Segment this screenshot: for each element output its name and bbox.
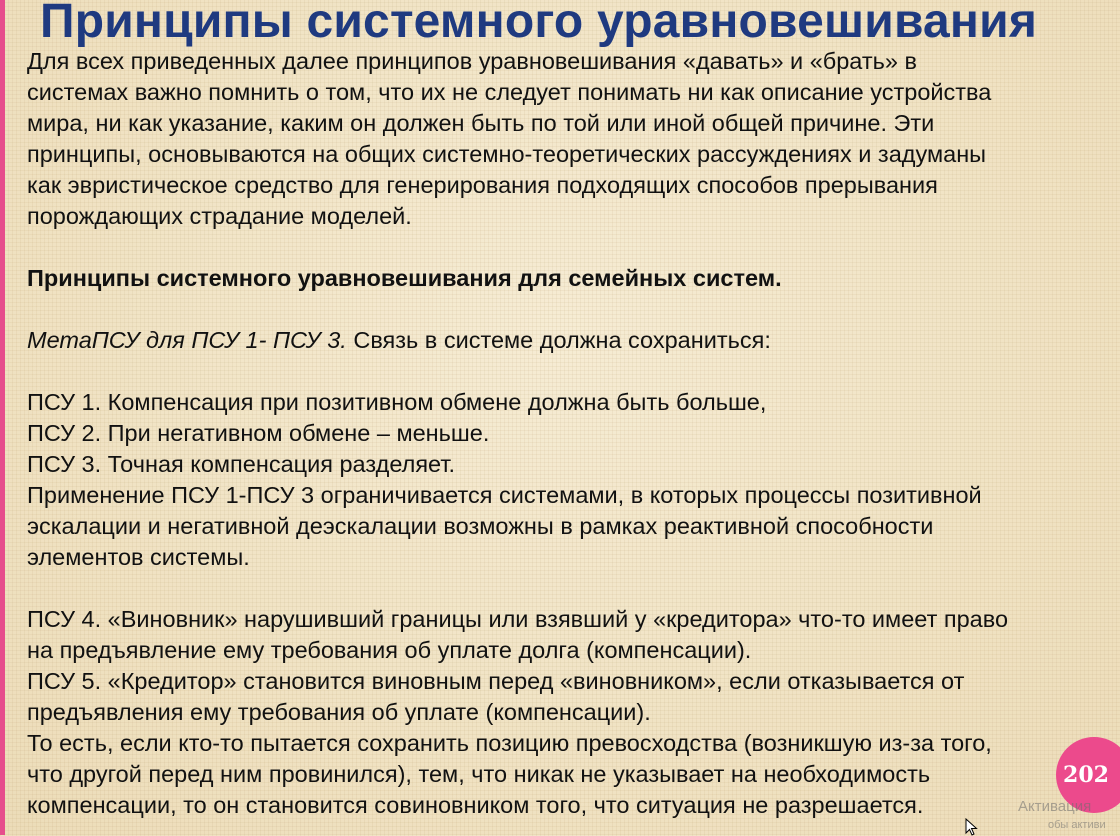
slide-title: Принципы системного уравновешивания bbox=[40, 0, 1038, 48]
spacer bbox=[27, 232, 1120, 263]
meta-psu-text: Связь в системе должна сохраниться: bbox=[346, 327, 771, 353]
application-line: эскалации и негативной деэскалации возможны в рамках реактивной способности bbox=[27, 513, 934, 539]
activation-subtext: обы активи bbox=[1048, 819, 1106, 831]
section-subheading: Принципы системного уравновешивания для семейных систем. bbox=[27, 265, 782, 291]
psu-1: ПСУ 1. Компенсация при позитивном обмене должна быть больше, bbox=[27, 389, 767, 415]
psu-5-line: предъявления ему требования об уплате (компенсации). bbox=[27, 699, 651, 725]
meta-psu-label: МетаПСУ для ПСУ 1- ПСУ 3. bbox=[27, 327, 347, 353]
psu-4 bbox=[27, 604, 1120, 666]
psu-4-line: ПСУ 4. «Виновник» нарушивший границы или взявший у «кредитора» что-то имеет право bbox=[27, 606, 1009, 632]
intro-line: системах важно помнить о том, что их не следует понимать ни как описание устройства bbox=[27, 79, 992, 105]
spacer bbox=[27, 573, 1120, 604]
psu-3: ПСУ 3. Точная компенсация разделяет. bbox=[27, 451, 456, 477]
psu-5 bbox=[27, 666, 1120, 728]
psu-4-line: на предъявление ему требования об уплате долга (компенсации). bbox=[27, 637, 752, 663]
conclusion-line: что другой перед ним провинился), тем, что никак не указывает на необходимость bbox=[27, 761, 931, 787]
psu-2: ПСУ 2. При негативном обмене – меньше. bbox=[27, 420, 490, 446]
application-line: Применение ПСУ 1-ПСУ 3 ограничивается системами, в которых процессы позитивной bbox=[27, 482, 982, 508]
meta-psu-line bbox=[27, 325, 1120, 356]
page-number: 202 bbox=[1063, 762, 1109, 788]
intro-line: Для всех приведенных далее принципов уравновешивания «давать» и «брать» в bbox=[27, 48, 917, 74]
application-line: элементов системы. bbox=[27, 544, 250, 570]
mouse-cursor-icon bbox=[965, 818, 979, 836]
application-paragraph bbox=[27, 480, 1120, 573]
conclusion-line: компенсации, то он становится совиновником того, что ситуация не разрешается. bbox=[27, 792, 924, 818]
psu-5-line: ПСУ 5. «Кредитор» становится виновным перед «виновником», если отказывается от bbox=[27, 668, 965, 694]
intro-line: порождающих страдание моделей. bbox=[27, 203, 412, 229]
conclusion-line: То есть, если кто-то пытается сохранить позицию превосходства (возникшую из-за того, bbox=[27, 730, 992, 756]
activation-text: Активация bbox=[1018, 798, 1092, 815]
intro-line: как эвристическое средство для генерирования подходящих способов прерывания bbox=[27, 172, 938, 198]
spacer bbox=[27, 356, 1120, 387]
intro-paragraph bbox=[27, 46, 1120, 232]
windows-activation-watermark bbox=[1018, 798, 1106, 834]
conclusion-paragraph bbox=[27, 728, 1120, 821]
intro-line: мира, ни как указание, каким он должен быть по той или иной общей причине. Эти bbox=[27, 110, 935, 136]
intro-line: принципы, основываются на общих системно-теоретических рассуждениях и задуманы bbox=[27, 141, 987, 167]
slide-body bbox=[27, 46, 1120, 821]
left-edge-accent bbox=[0, 0, 5, 835]
spacer bbox=[27, 294, 1120, 325]
